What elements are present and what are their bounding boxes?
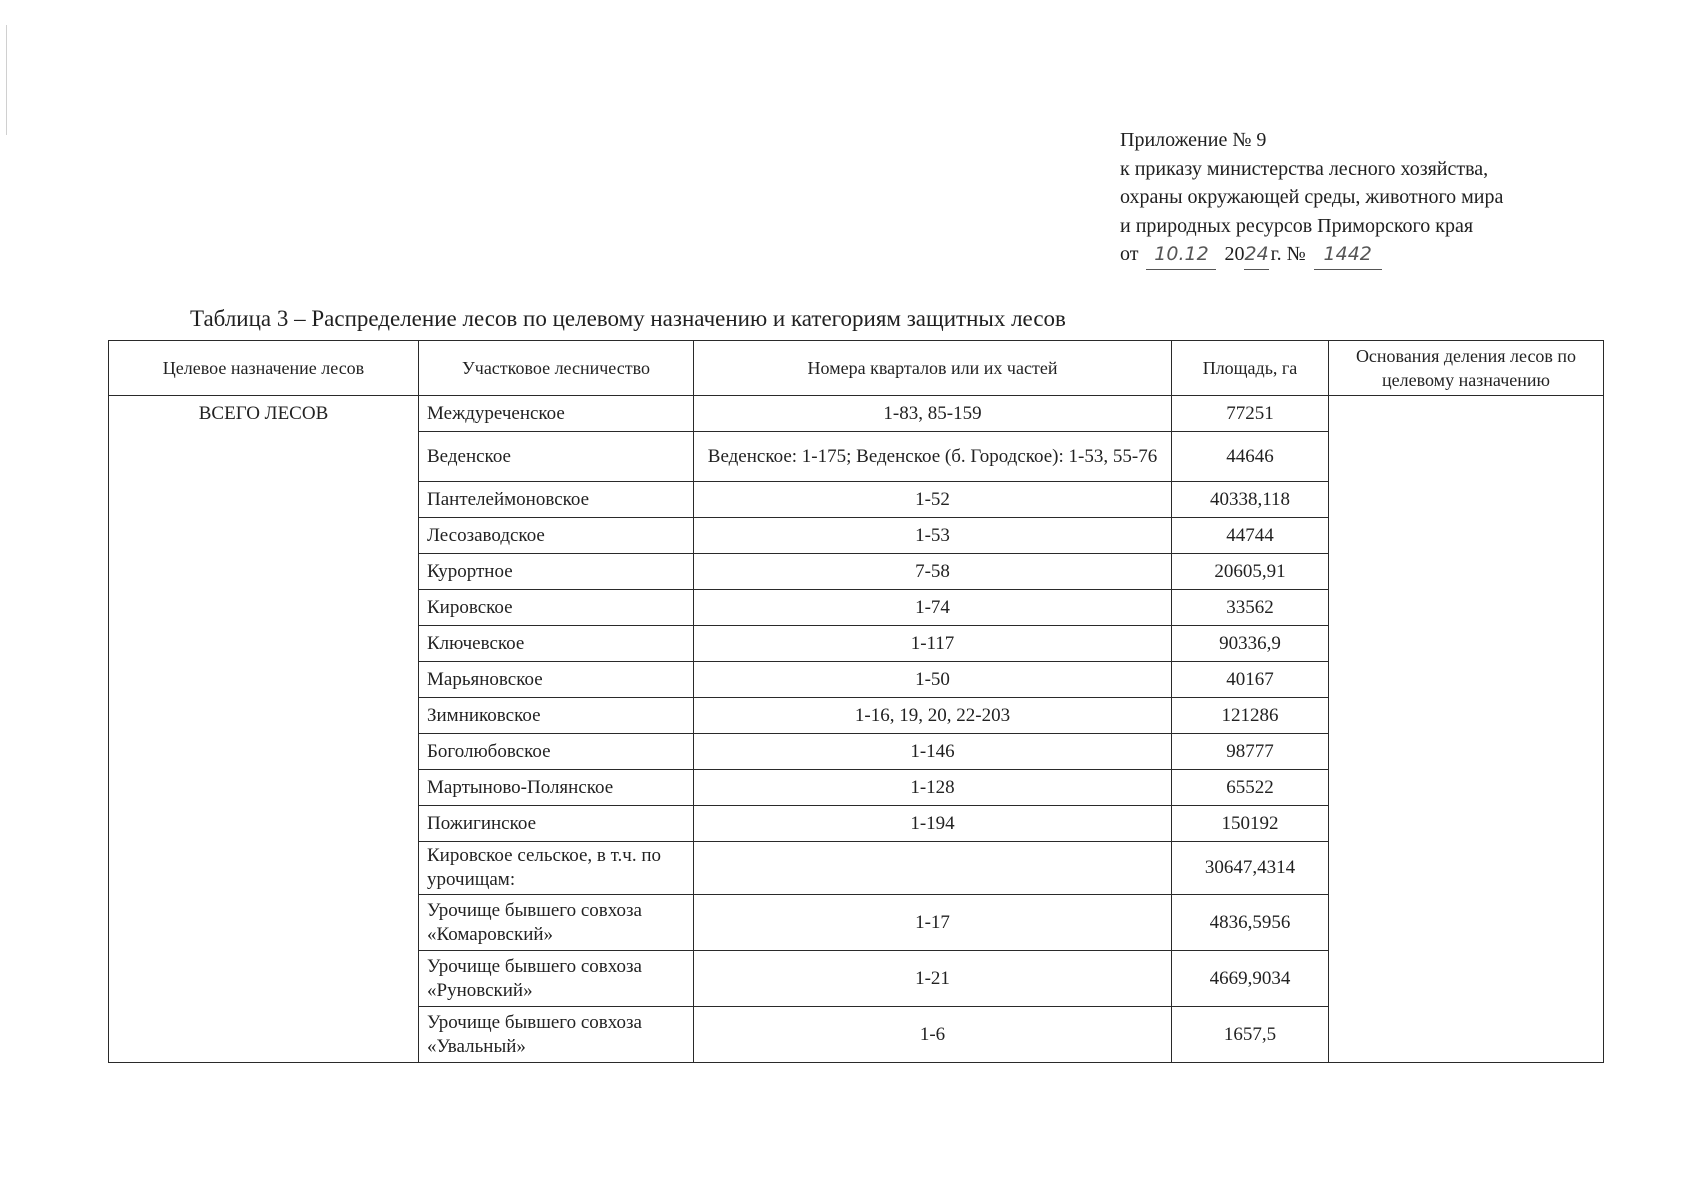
area-cell: 30647,4314	[1172, 842, 1329, 895]
quarters-cell: 1-194	[694, 806, 1172, 842]
quarters-cell: 1-6	[694, 1007, 1172, 1063]
forestry-cell: Урочище бывшего совхоза «Комаровский»	[419, 895, 694, 951]
area-cell: 4836,5956	[1172, 895, 1329, 951]
forestry-cell: Боголюбовское	[419, 734, 694, 770]
table-caption: Таблица 3 – Распределение лесов по целевому назначению и категориям защитных лесов	[190, 306, 1066, 331]
area-cell: 40167	[1172, 662, 1329, 698]
forestry-cell: Пантелеймоновское	[419, 482, 694, 518]
forestry-cell: Курортное	[419, 554, 694, 590]
appendix-line-4: и природных ресурсов Приморского края	[1120, 214, 1474, 237]
forestry-cell: Междуреченское	[419, 396, 694, 432]
quarters-cell: 1-50	[694, 662, 1172, 698]
year-suffix: г. №	[1270, 243, 1306, 265]
quarters-cell: Веденское: 1-175; Веденское (б. Городское): 1-53, 55-76	[694, 432, 1172, 482]
area-cell: 40338,118	[1172, 482, 1329, 518]
forestry-cell: Ключевское	[419, 626, 694, 662]
quarters-cell: 1-146	[694, 734, 1172, 770]
quarters-cell	[694, 842, 1172, 895]
appendix-line-2: к приказу министерства лесного хозяйства,	[1120, 157, 1489, 180]
area-cell: 121286	[1172, 698, 1329, 734]
table-row	[109, 396, 1604, 432]
quarters-cell: 1-53	[694, 518, 1172, 554]
area-cell: 98777	[1172, 734, 1329, 770]
area-cell: 33562	[1172, 590, 1329, 626]
quarters-cell: 1-16, 19, 20, 22-203	[694, 698, 1172, 734]
quarters-cell: 1-128	[694, 770, 1172, 806]
area-cell: 44744	[1172, 518, 1329, 554]
forestry-cell: Веденское	[419, 432, 694, 482]
header-basis: Основания деления лесов по целевому назначению	[1329, 341, 1604, 396]
area-cell: 77251	[1172, 396, 1329, 432]
forestry-cell: Кировское	[419, 590, 694, 626]
area-cell: 1657,5	[1172, 1007, 1329, 1063]
quarters-cell: 1-83, 85-159	[694, 396, 1172, 432]
appendix-title: Приложение № 9	[1120, 129, 1267, 151]
handwritten-year: 24	[1244, 240, 1268, 270]
forestry-cell: Марьяновское	[419, 662, 694, 698]
basis-cell	[1329, 396, 1604, 1063]
area-cell: 65522	[1172, 770, 1329, 806]
header-forestry: Участковое лесничество	[419, 341, 694, 396]
area-cell: 150192	[1172, 806, 1329, 842]
quarters-cell: 1-74	[694, 590, 1172, 626]
scan-edge-mark	[6, 25, 7, 135]
forestry-cell: Урочище бывшего совхоза «Руновский»	[419, 951, 694, 1007]
forestry-cell: Кировское сельское, в т.ч. по урочищам:	[419, 842, 694, 895]
quarters-cell: 1-117	[694, 626, 1172, 662]
forestry-cell: Зимниковское	[419, 698, 694, 734]
forest-distribution-table	[108, 340, 1604, 1063]
table-header-row	[109, 341, 1604, 396]
date-prefix: от	[1120, 243, 1139, 265]
forestry-cell: Мартыново-Полянское	[419, 770, 694, 806]
forestry-cell: Урочище бывшего совхоза «Увальный»	[419, 1007, 694, 1063]
area-cell: 90336,9	[1172, 626, 1329, 662]
purpose-cell: ВСЕГО ЛЕСОВ	[109, 396, 419, 1063]
area-cell: 20605,91	[1172, 554, 1329, 590]
handwritten-date: 10.12	[1146, 240, 1216, 270]
appendix-date-line	[1120, 240, 1680, 270]
forestry-cell: Лесозаводское	[419, 518, 694, 554]
handwritten-number: 1442	[1314, 240, 1382, 270]
quarters-cell: 1-52	[694, 482, 1172, 518]
header-purpose: Целевое назначение лесов	[109, 341, 419, 396]
year-prefix: 20	[1224, 243, 1245, 265]
quarters-cell: 7-58	[694, 554, 1172, 590]
forestry-cell: Пожигинское	[419, 806, 694, 842]
quarters-cell: 1-21	[694, 951, 1172, 1007]
header-quarters: Номера кварталов или их частей	[694, 341, 1172, 396]
area-cell: 44646	[1172, 432, 1329, 482]
appendix-header	[1120, 126, 1680, 270]
header-area: Площадь, га	[1172, 341, 1329, 396]
area-cell: 4669,9034	[1172, 951, 1329, 1007]
quarters-cell: 1-17	[694, 895, 1172, 951]
appendix-line-3: охраны окружающей среды, животного мира	[1120, 186, 1504, 208]
